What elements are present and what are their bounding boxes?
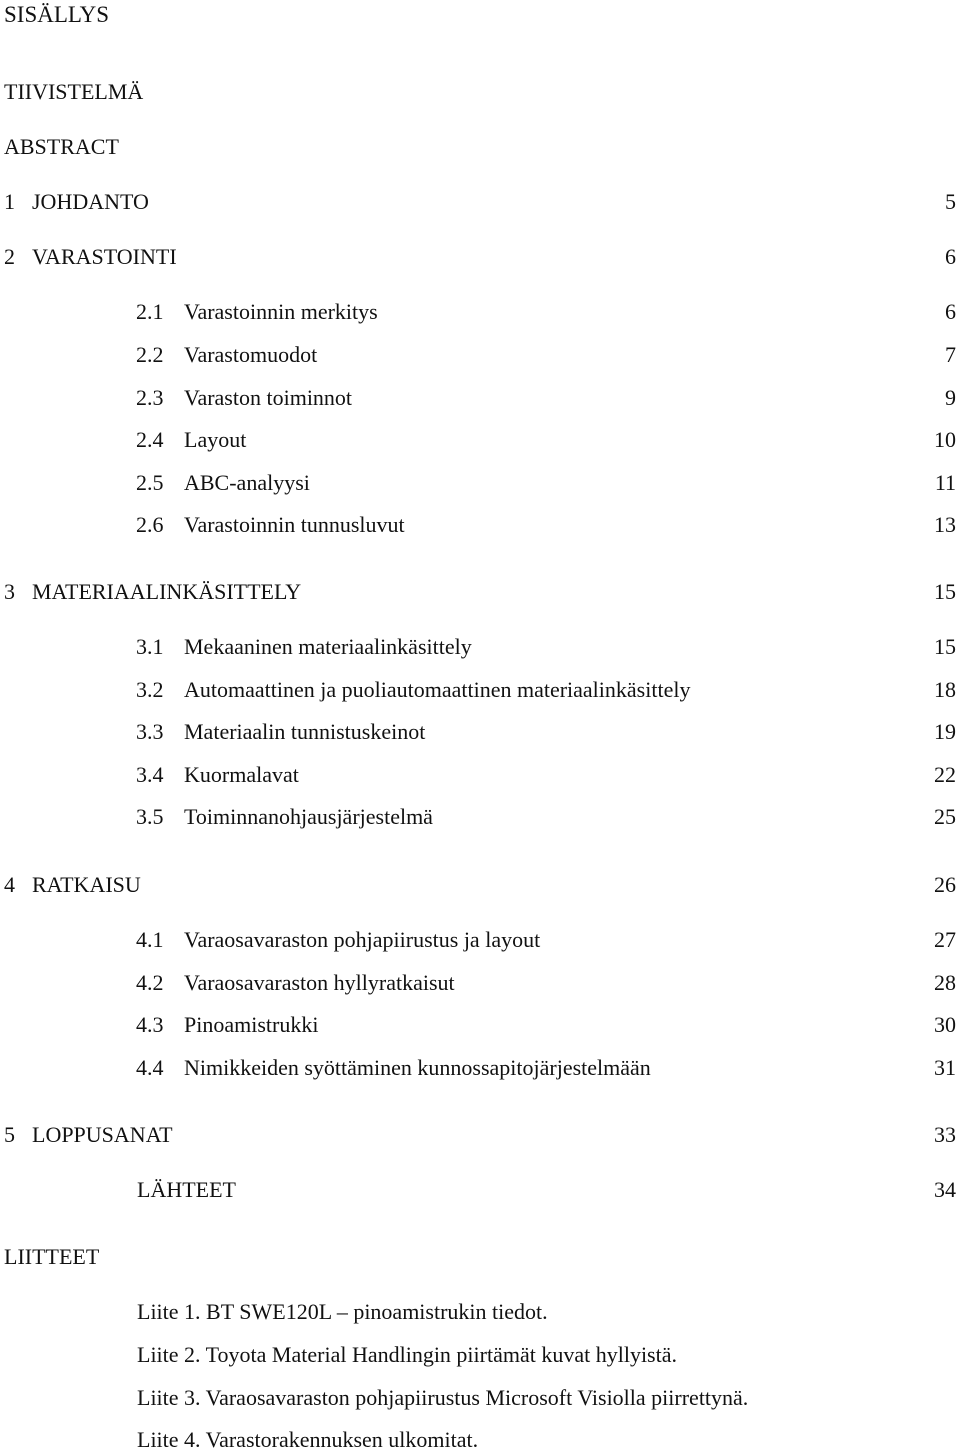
appendix-item bbox=[0, 1383, 960, 1413]
toc-entry-number: 4.1 bbox=[136, 927, 164, 952]
toc-entry-page: 19 bbox=[934, 719, 956, 744]
toc-entry-page: 28 bbox=[934, 970, 956, 995]
toc-entry-page: 31 bbox=[934, 1055, 956, 1080]
appendix-label: Liite 2. Toyota Material Handlingin piirtämät kuvat hyllyistä. bbox=[137, 1342, 677, 1367]
toc-entry-number: 3 bbox=[4, 579, 15, 604]
toc-entry bbox=[0, 870, 960, 900]
toc-entry-title: Mekaaninen materiaalinkäsittely bbox=[184, 634, 472, 659]
toc-entry-title: Varastomuodot bbox=[184, 342, 318, 367]
toc-entry-title: LOPPUSANAT bbox=[32, 1122, 173, 1147]
toc-entry-title: ABC-analyysi bbox=[184, 470, 310, 495]
toc-subentry bbox=[0, 717, 960, 747]
toc-subentry bbox=[0, 425, 960, 455]
toc-entry-title: Kuormalavat bbox=[184, 762, 299, 787]
toc-subentry bbox=[0, 1010, 960, 1040]
toc-entry-number: 2.1 bbox=[136, 299, 164, 324]
toc-entry-number: 3.3 bbox=[136, 719, 164, 744]
toc-entry-page: 7 bbox=[945, 342, 956, 367]
toc-subentry bbox=[0, 510, 960, 540]
toc-subentry bbox=[0, 297, 960, 327]
toc-entry-page: 15 bbox=[934, 579, 956, 604]
toc-entry-number: 2.4 bbox=[136, 427, 164, 452]
toc-subentry bbox=[0, 925, 960, 955]
toc-entry-number: 4.3 bbox=[136, 1012, 164, 1037]
toc-entry-title: ABSTRACT bbox=[4, 134, 119, 159]
toc-entry-page: 30 bbox=[934, 1012, 956, 1037]
toc-subentry bbox=[0, 760, 960, 790]
toc-heading-row bbox=[0, 0, 960, 30]
toc-entry-number: 3.1 bbox=[136, 634, 164, 659]
toc-entry-number: 2.2 bbox=[136, 342, 164, 367]
toc-entry-number: 2 bbox=[4, 244, 15, 269]
toc-entry-lahteet bbox=[0, 1175, 960, 1205]
toc-subentry bbox=[0, 468, 960, 498]
toc-entry-number: 4.4 bbox=[136, 1055, 164, 1080]
toc-entry-page: 22 bbox=[934, 762, 956, 787]
toc-entry-number: 3.2 bbox=[136, 677, 164, 702]
toc-entry-abstract bbox=[0, 132, 960, 162]
toc-subentry bbox=[0, 802, 960, 832]
toc-entry-title: LÄHTEET bbox=[137, 1177, 236, 1202]
toc-entry-page: 9 bbox=[945, 385, 956, 410]
toc-entry-title: Pinoamistrukki bbox=[184, 1012, 319, 1037]
toc-entry-title: Varaosavaraston pohjapiirustus ja layout bbox=[184, 927, 541, 952]
toc-entry-number: 3.4 bbox=[136, 762, 164, 787]
toc-entry-number: 2.3 bbox=[136, 385, 164, 410]
toc-entry-title: VARASTOINTI bbox=[32, 244, 177, 269]
toc-entry-title: Automaattinen ja puoliautomaattinen materiaalinkäsittely bbox=[184, 677, 691, 702]
toc-entry bbox=[0, 577, 960, 607]
toc-entry-number: 2.5 bbox=[136, 470, 164, 495]
toc-entry-page: 33 bbox=[934, 1122, 956, 1147]
toc-entry-title: MATERIAALINKÄSITTELY bbox=[32, 579, 302, 604]
toc-entry-title: Varaston toiminnot bbox=[184, 385, 353, 410]
toc-entry-number: 3.5 bbox=[136, 804, 164, 829]
toc-entry bbox=[0, 187, 960, 217]
toc-entry-title: Varaosavaraston hyllyratkaisut bbox=[184, 970, 455, 995]
toc-entry-page: 27 bbox=[934, 927, 956, 952]
toc-subentry bbox=[0, 383, 960, 413]
toc-entry-page: 6 bbox=[945, 299, 956, 324]
toc-entry-title: Toiminnanohjausjärjestelmä bbox=[184, 804, 433, 829]
toc-entry-page: 34 bbox=[934, 1177, 956, 1202]
toc-entry-page: 5 bbox=[945, 189, 956, 214]
toc-entry-title: Materiaalin tunnistuskeinot bbox=[184, 719, 426, 744]
toc-entry bbox=[0, 1120, 960, 1150]
toc-entry-number: 4.2 bbox=[136, 970, 164, 995]
toc-entry bbox=[0, 242, 960, 272]
toc-entry-page: 15 bbox=[934, 634, 956, 659]
appendix-item bbox=[0, 1340, 960, 1370]
toc-heading: SISÄLLYS bbox=[4, 2, 110, 27]
toc-entry-tiivistelma bbox=[0, 77, 960, 107]
toc-entry-number: 4 bbox=[4, 872, 15, 897]
toc-entry-title: Varastoinnin merkitys bbox=[184, 299, 378, 324]
toc-entry-page: 10 bbox=[934, 427, 956, 452]
toc-subentry bbox=[0, 632, 960, 662]
toc-entry-page: 13 bbox=[934, 512, 956, 537]
appendix-label: Liite 1. BT SWE120L – pinoamistrukin tiedot. bbox=[137, 1299, 548, 1324]
toc-entry-title: Varastoinnin tunnusluvut bbox=[184, 512, 405, 537]
toc-subentry bbox=[0, 340, 960, 370]
appendices-heading-row bbox=[0, 1242, 960, 1272]
toc-entry-page: 25 bbox=[934, 804, 956, 829]
toc-entry-title: Nimikkeiden syöttäminen kunnossapitojärjestelmään bbox=[184, 1055, 651, 1080]
toc-entry-page: 18 bbox=[934, 677, 956, 702]
toc-subentry bbox=[0, 1053, 960, 1083]
appendix-item bbox=[0, 1297, 960, 1327]
appendix-label: Liite 3. Varaosavaraston pohjapiirustus Microsoft Visiolla piirrettynä. bbox=[137, 1385, 749, 1410]
appendix-item bbox=[0, 1425, 960, 1455]
toc-entry-title: RATKAISU bbox=[32, 872, 141, 897]
appendices-heading: LIITTEET bbox=[4, 1244, 100, 1269]
toc-entry-number: 5 bbox=[4, 1122, 15, 1147]
toc-subentry bbox=[0, 968, 960, 998]
toc-entry-title: Layout bbox=[184, 427, 247, 452]
toc-entry-page: 26 bbox=[934, 872, 956, 897]
toc-entry-page: 11 bbox=[934, 470, 956, 495]
toc-entry-title: TIIVISTELMÄ bbox=[4, 79, 144, 104]
toc-subentry bbox=[0, 675, 960, 705]
toc-entry-page: 6 bbox=[945, 244, 956, 269]
toc-entry-number: 1 bbox=[4, 189, 15, 214]
appendix-label: Liite 4. Varastorakennuksen ulkomitat. bbox=[137, 1427, 479, 1452]
toc-entry-title: JOHDANTO bbox=[32, 189, 149, 214]
toc-entry-number: 2.6 bbox=[136, 512, 164, 537]
